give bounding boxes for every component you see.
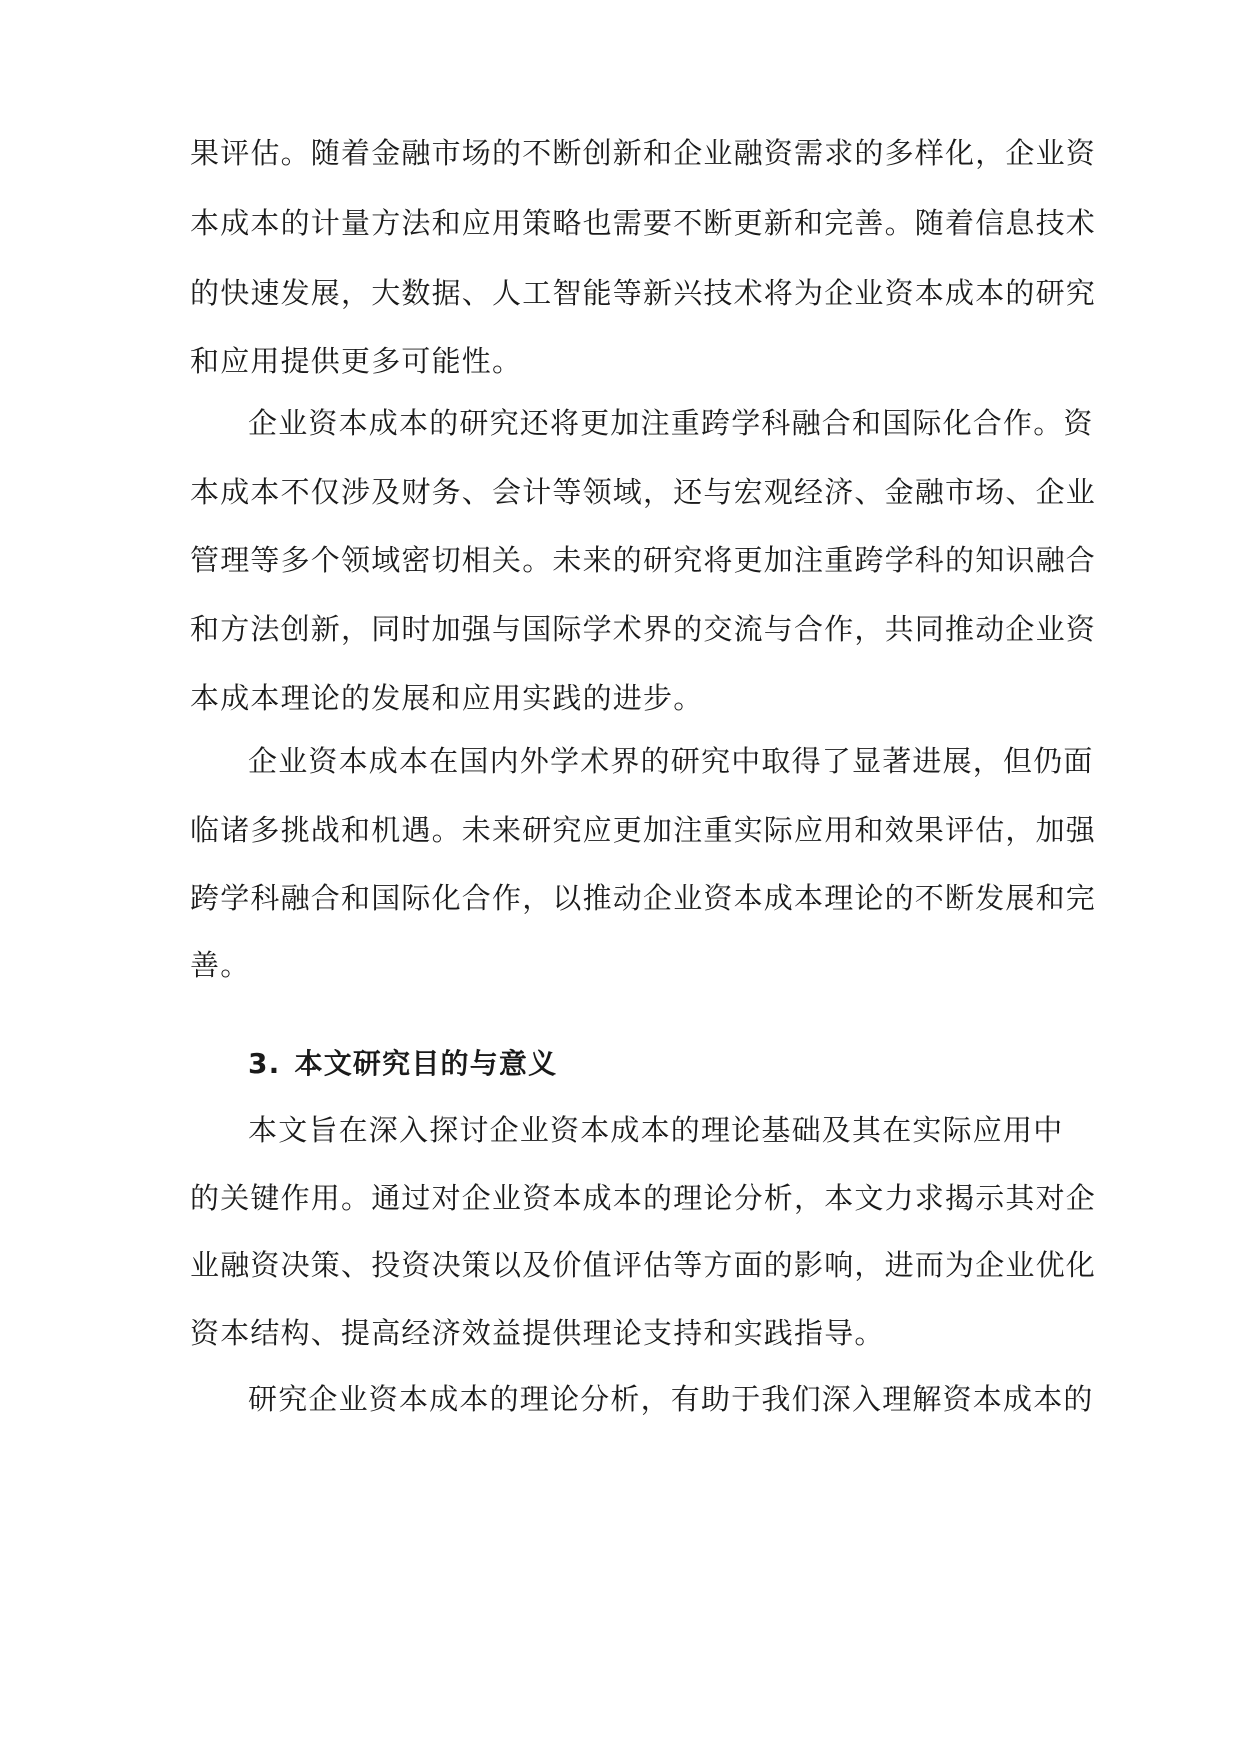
- paragraph-line: 果评估。随着金融市场的不断创新和企业融资需求的多样化，企业资: [190, 136, 1097, 170]
- section-heading: [248, 1044, 557, 1084]
- section-title: 本文研究目的与意义: [294, 1047, 558, 1080]
- paragraph-line: 企业资本成本在国内外学术界的研究中取得了显著进展，但仍面: [248, 744, 1094, 778]
- paragraph-line: 跨学科融合和国际化合作，以推动企业资本成本理论的不断发展和完: [190, 881, 1097, 915]
- paragraph-line: 和方法创新，同时加强与国际学术界的交流与合作，共同推动企业资: [190, 612, 1097, 646]
- paragraph-line: 业融资决策、投资决策以及价值评估等方面的影响，进而为企业优化: [190, 1248, 1097, 1282]
- paragraph-line: 企业资本成本的研究还将更加注重跨学科融合和国际化合作。资: [248, 406, 1094, 440]
- paragraph-line: 和应用提供更多可能性。: [190, 344, 523, 378]
- paragraph-line: 资本结构、提高经济效益提供理论支持和实践指导。: [190, 1316, 885, 1350]
- paragraph-line: 本成本不仅涉及财务、会计等领域，还与宏观经济、金融市场、企业: [190, 475, 1097, 509]
- section-number: 3.: [248, 1047, 281, 1080]
- paragraph-line: 善。: [190, 948, 251, 982]
- paragraph-line: 的快速发展，大数据、人工智能等新兴技术将为企业资本成本的研究: [190, 276, 1097, 310]
- paragraph-line: 的关键作用。通过对企业资本成本的理论分析，本文力求揭示其对企: [190, 1181, 1097, 1215]
- paragraph-line: 本成本的计量方法和应用策略也需要不断更新和完善。随着信息技术: [190, 206, 1097, 240]
- paragraph-line: 本文旨在深入探讨企业资本成本的理论基础及其在实际应用中: [248, 1113, 1064, 1147]
- paragraph-line: 管理等多个领域密切相关。未来的研究将更加注重跨学科的知识融合: [190, 543, 1097, 577]
- paragraph-line: 本成本理论的发展和应用实践的进步。: [190, 681, 704, 715]
- paragraph-line: 研究企业资本成本的理论分析，有助于我们深入理解资本成本的: [248, 1382, 1094, 1416]
- paragraph-line: 临诸多挑战和机遇。未来研究应更加注重实际应用和效果评估，加强: [190, 813, 1097, 847]
